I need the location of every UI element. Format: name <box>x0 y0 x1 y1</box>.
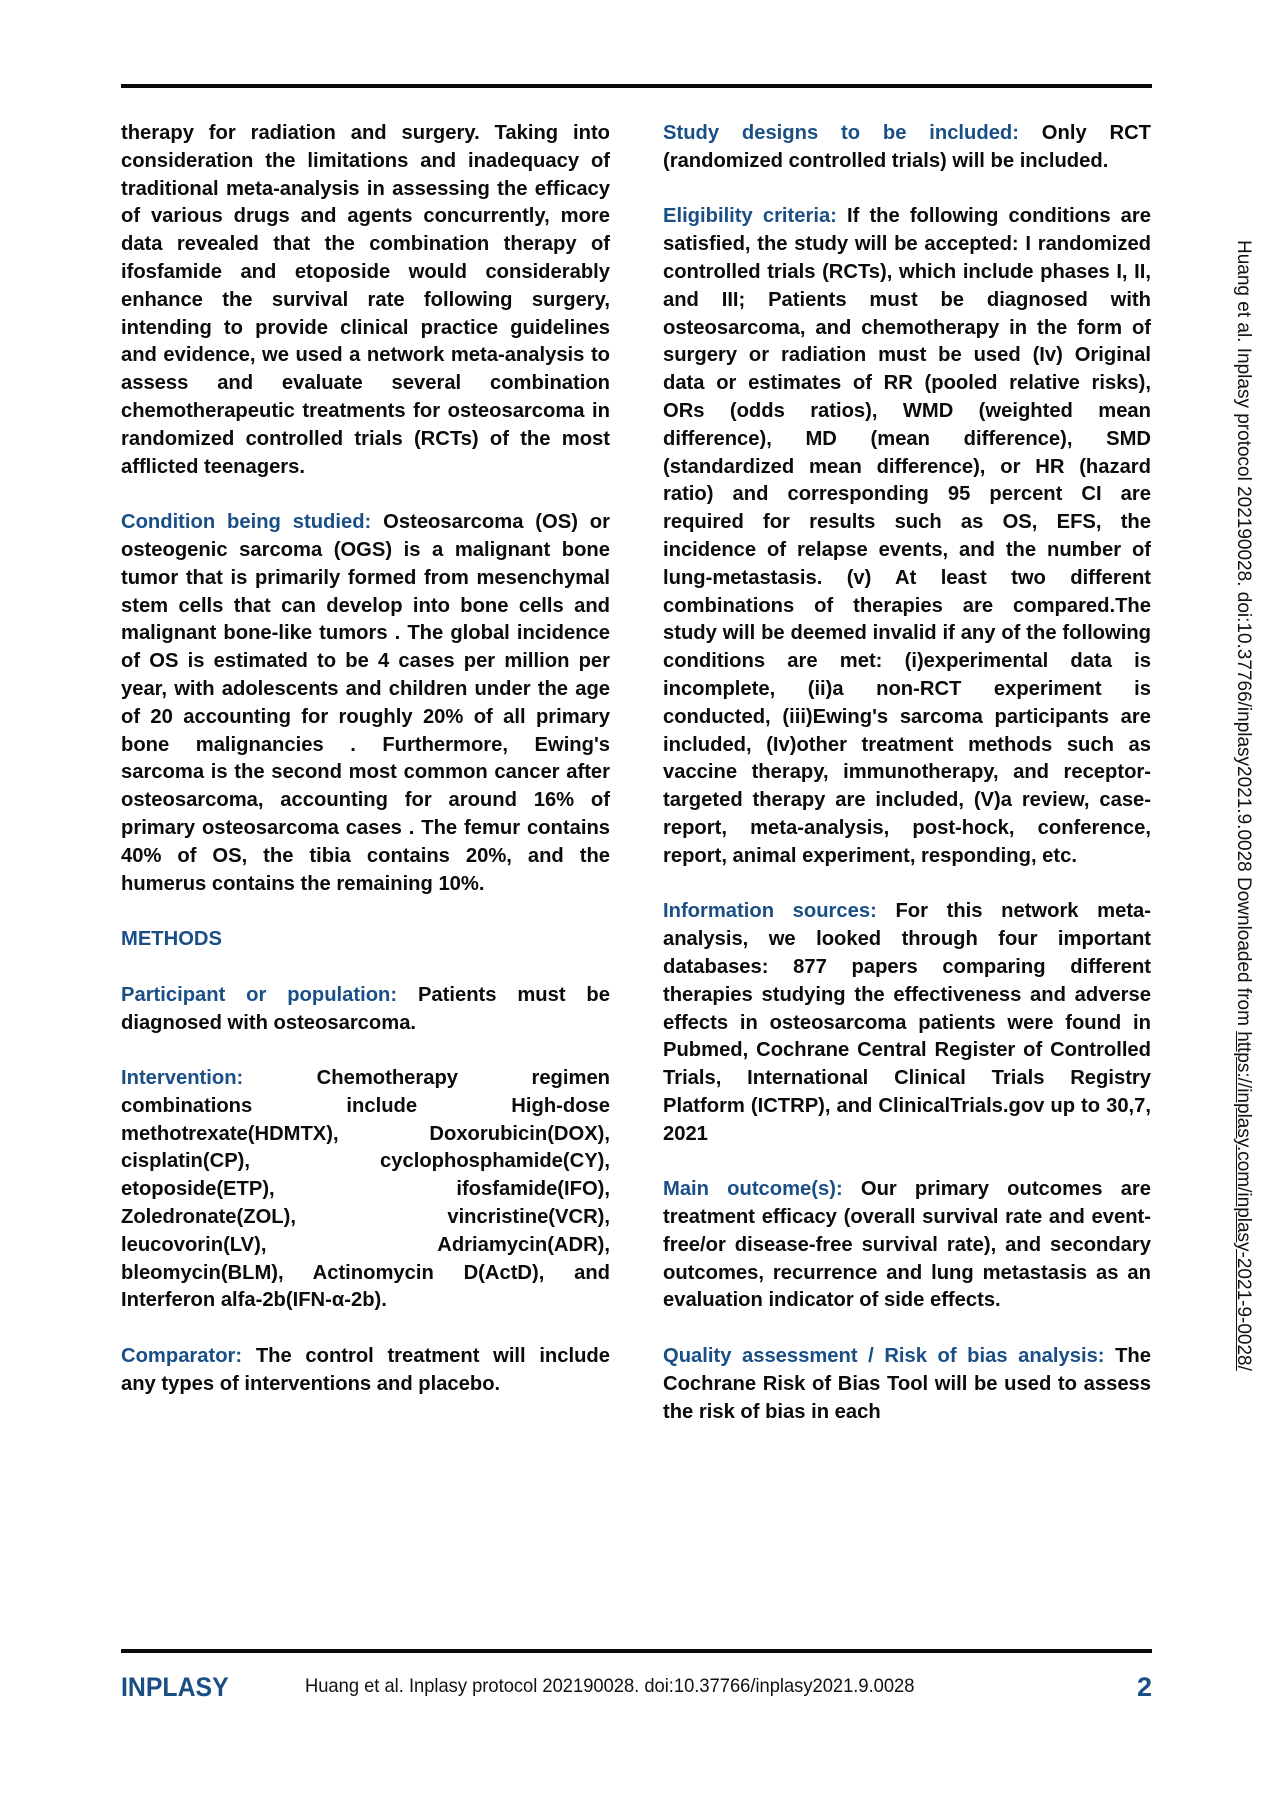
comparator-label: Comparator: <box>121 1345 243 1368</box>
footer-rule <box>121 1649 1152 1653</box>
participant-text: Patients must be diagnosed with osteosarcoma. <box>121 983 610 1034</box>
study-designs-text: Only RCT (randomized controlled trials) will be included. <box>663 122 1151 172</box>
side-note-text: Huang et al. Inplasy protocol 202190028. doi:10.37766/inplasy2021.9.0028 Downloaded from <box>1233 240 1254 1032</box>
eligibility-section <box>663 203 1151 870</box>
footer-brand-logo: INPLASY <box>121 1672 229 1702</box>
main-outcomes-text: Our primary outcomes are treatment efficacy (overall survival rate and event-free/or disease-free survival rate), and secondary outcomes, recurrence and lung metastasis as an evaluation indicator of side effects. <box>663 1178 1152 1312</box>
header-rule <box>121 84 1152 88</box>
quality-text: The Cochrane Risk of Bias Tool will be used to assess the risk of bias in each <box>663 1345 1151 1423</box>
information-sources-label: Information sources: <box>663 900 877 923</box>
intro-paragraph: therapy for radiation and surgery. Taking into consideration the limitations and inadequacy of traditional meta-analysis in assessing the efficacy of various drugs and agents concurrently, more data revealed that the combination therapy of ifosfamide and etoposide would considerably enhance the survival rate following surgery, intending to provide clinical practice guidelines and evidence, we used a network meta-analysis to assess and evaluate several combination chemotherapeutic treatments for osteosarcoma in randomized controlled trials (RCTs) of the most afflicted teenagers. <box>121 122 610 478</box>
comparator-text: The control treatment will include any types of interventions and placebo. <box>121 1345 610 1395</box>
condition-label: Condition being studied: <box>121 511 372 534</box>
left-column <box>121 120 610 1399</box>
comparator-section <box>121 1343 610 1399</box>
main-outcomes-label: Main outcome(s): <box>663 1178 843 1201</box>
side-note-link[interactable]: https://inplasy.com/inplasy-2021-9-0028/ <box>1233 1031 1254 1371</box>
intervention-section <box>121 1065 610 1315</box>
participant-section <box>121 982 610 1038</box>
page-number: 2 <box>1136 1672 1152 1702</box>
participant-label: Participant or population: <box>121 983 398 1006</box>
quality-section <box>663 1343 1151 1426</box>
intervention-label: Intervention: <box>121 1067 244 1090</box>
information-sources-section <box>663 898 1151 1148</box>
eligibility-text: If the following conditions are satisfied, the study will be accepted: I randomized controlled trials (RCTs), which include phases I, II, and III; Patients must be diagnosed with osteosarcoma, and chemotherapy in the form of surgery or radiation must be used (Iv) Original data or estimates of RR (pooled relative risks), ORs (odds ratios), WMD (weighted mean difference), MD (mean difference), SMD (standardized mean difference), or HR (hazard ratio) and corresponding 95 percent CI are required for results such as OS, EFS, the incidence of relapse events, and the number of lung-metastasis. (v) At least two different combinations of therapies are compared.The study will be deemed invalid if any of the following conditions are met: (i)experimental data is incomplete, (ii)a non-RCT experiment is conducted, (iii)Ewing's sarcoma participants are included, (Iv)other treatment methods such as vaccine therapy, immunotherapy, and receptor-targeted therapy are included, (V)a review, case-report, meta-analysis, post-hock, conference, report, animal experiment, responding, etc. <box>663 205 1151 867</box>
study-designs-label: Study designs to be included: <box>663 122 1019 144</box>
information-sources-text: For this network meta-analysis, we looked through four important databases: 877 papers comparing different therapies studying the effectiveness and adverse effects in osteosarcoma patients were found in Pubmed, Cochrane Central Register of Controlled Trials, International Clinical Trials Registry Platform (ICTRP), and ClinicalTrials.gov up to 30,7, 2021 <box>663 900 1152 1145</box>
footer-citation: Huang et al. Inplasy protocol 202190028. doi:10.37766/inplasy2021.9.0028 <box>305 1675 915 1697</box>
intervention-text: Chemotherapy regimen combinations include High-dose methotrexate(HDMTX), Doxorubicin(DOX), cisplatin(CP), cyclophosphamide(CY), etoposide(ETP), ifosfamide(IFO), Zoledronate(ZOL), vincristine(VCR), leucovorin(LV), Adriamycin(ADR), bleomycin(BLM), Actinomycin D(ActD), and Interferon alfa-2b(IFN-α-2b). <box>121 1067 610 1312</box>
eligibility-label: Eligibility criteria: <box>663 205 837 228</box>
main-outcomes-section <box>663 1176 1151 1315</box>
condition-text: Osteosarcoma (OS) or osteogenic sarcoma (OGS) is a malignant bone tumor that is primarily formed from mesenchymal stem cells that can develop into bone cells and malignant bone-like tumors . The global incidence of OS is estimated to be 4 cases per million per year, with adolescents and children under the age of 20 accounting for roughly 20% of all primary bone malignancies . Furthermore, Ewing's sarcoma is the second most common cancer after osteosarcoma, accounting for around 16% of primary osteosarcoma cases . The femur contains 40% of OS, the tibia contains 20%, and the humerus contains the remaining 10%. <box>121 511 610 895</box>
quality-label: Quality assessment / Risk of bias analysis: <box>663 1345 1105 1368</box>
condition-section <box>121 509 610 898</box>
study-designs-section <box>663 120 1151 176</box>
methods-heading: METHODS <box>121 928 222 951</box>
right-column <box>663 120 1151 1426</box>
side-download-note <box>1230 240 1254 1530</box>
